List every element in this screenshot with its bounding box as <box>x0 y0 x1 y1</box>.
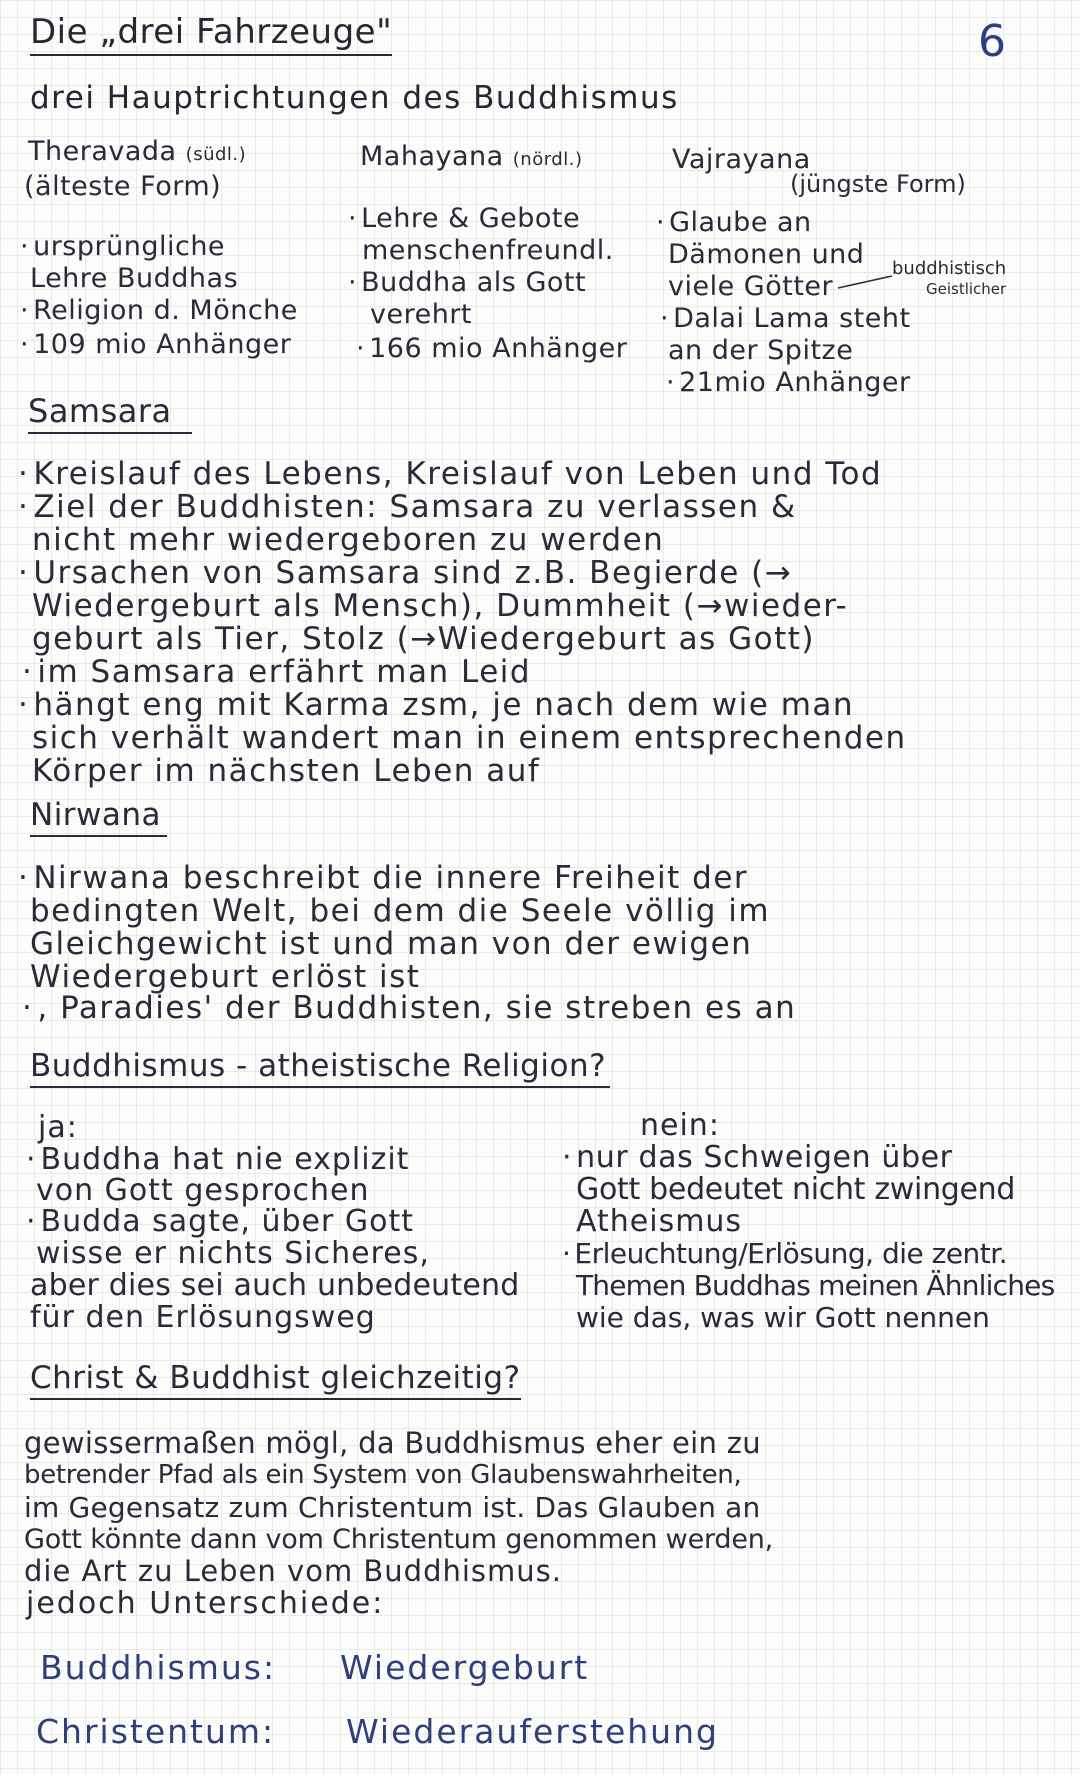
page-subtitle: drei Hauptrichtungen des Buddhismus <box>30 80 679 116</box>
section-heading-samsara: Samsara <box>28 392 192 434</box>
mahayana-title: Mahayana <box>360 141 504 172</box>
annotation-arrow-line <box>836 272 896 292</box>
atheism-yes-line: · Budda sagte, über Gott <box>26 1206 414 1237</box>
samsara-line: · Ziel der Buddhisten: Samsara zu verlassen & <box>18 491 797 523</box>
samsara-line: · Kreislauf des Lebens, Kreislauf von Leben und Tod <box>18 458 882 490</box>
atheism-no-line: · nur das Schweigen über <box>562 1142 953 1173</box>
page-number: 6 <box>978 16 1006 67</box>
samsara-line: geburt als Tier, Stolz (→Wiedergeburt as Gott) <box>32 621 815 657</box>
nirwana-line: Gleichgewicht ist und man von der ewigen <box>30 926 753 962</box>
atheism-yes-line: · Buddha hat nie explizit <box>26 1144 409 1175</box>
vajrayana-item: viele Götter <box>668 271 834 302</box>
compare-value: Wiedergeburt <box>340 1648 590 1687</box>
page-title: Die „drei Fahrzeuge" <box>30 12 392 56</box>
vajrayana-item: Dämonen und <box>668 239 865 270</box>
mahayana-item: · Buddha als Gott <box>348 268 586 297</box>
compare-label: Christentum: <box>36 1712 276 1751</box>
christ-line: Gott könnte dann vom Christentum genommen werden, <box>24 1524 774 1555</box>
vajrayana-item: · Dalai Lama steht <box>660 304 911 333</box>
atheism-yes-line: wisse er nichts Sicheres, <box>36 1236 430 1271</box>
atheism-no-line: Atheismus <box>576 1204 743 1239</box>
mahayana-name <box>360 142 582 174</box>
theravada-item: · ursprüngliche <box>20 232 225 261</box>
nirwana-line: Wiedergeburt erlöst ist <box>30 959 421 995</box>
section-heading-christ-buddhist: Christ & Buddhist gleichzeitig? <box>30 1360 521 1400</box>
vajrayana-name: Vajrayana <box>672 144 811 175</box>
theravada-name <box>28 137 246 169</box>
vajrayana-item: an der Spitze <box>668 335 854 366</box>
mahayana-note: (nördl.) <box>512 149 583 170</box>
theravada-note2: (älteste Form) <box>24 171 222 202</box>
samsara-line: · Ursachen von Samsara sind z.B. Begierde (→ <box>18 557 792 589</box>
samsara-line: nicht mehr wiedergeboren zu werden <box>32 522 665 558</box>
atheism-yes-line: von Gott gesprochen <box>36 1173 370 1208</box>
samsara-line: Körper im nächsten Leben auf <box>32 753 541 789</box>
christ-line: betrender Pfad als ein System von Glaubenswahrheiten, <box>24 1460 742 1490</box>
atheism-no-line: · Erleuchtung/Erlösung, die zentr. <box>562 1238 1007 1269</box>
theravada-title: Theravada <box>28 136 177 167</box>
nirwana-line: · , Paradies' der Buddhisten, sie streben es an <box>22 992 796 1024</box>
samsara-line: · im Samsara erfährt man Leid <box>22 656 531 688</box>
atheism-no-line: Themen Buddhas meinen Ähnliches <box>576 1269 1055 1302</box>
samsara-line: · hängt eng mit Karma zsm, je nach dem wie man <box>18 689 854 721</box>
samsara-line: sich verhält wandert man in einem entsprechenden <box>32 720 907 756</box>
vajrayana-item: · Glaube an <box>656 208 812 237</box>
theravada-item: Lehre Buddhas <box>30 263 239 294</box>
atheism-no-label: nein: <box>640 1108 720 1143</box>
nirwana-line: · Nirwana beschreibt die innere Freiheit der <box>18 862 748 894</box>
theravada-item: · Religion d. Mönche <box>20 296 298 325</box>
mahayana-item: verehrt <box>370 299 473 330</box>
atheism-no-line: wie das, was wir Gott nennen <box>576 1301 990 1334</box>
mahayana-item: · 166 mio Anhänger <box>356 334 627 363</box>
vajrayana-side-note: buddhistisch <box>892 258 1007 279</box>
christ-line: jedoch Unterschiede: <box>26 1586 385 1621</box>
compare-label: Buddhismus: <box>40 1648 277 1687</box>
compare-value: Wiederauferstehung <box>346 1712 719 1751</box>
vajrayana-side-note: Geistlicher <box>926 280 1007 298</box>
vajrayana-item: · 21mio Anhänger <box>666 368 911 397</box>
mahayana-item: menschenfreundl. <box>362 235 614 266</box>
christ-line: gewissermaßen mögl, da Buddhismus eher ein zu <box>24 1426 761 1460</box>
nirwana-line: bedingten Welt, bei dem die Seele völlig im <box>30 893 771 929</box>
atheism-no-line: Gott bedeutet nicht zwingend <box>576 1172 1016 1207</box>
christ-line: im Gegensatz zum Christentum ist. Das Glauben an <box>24 1491 761 1524</box>
atheism-yes-label: ja: <box>38 1110 78 1145</box>
section-heading-nirwana: Nirwana <box>30 797 167 837</box>
atheism-yes-line: aber dies sei auch unbedeutend <box>30 1268 520 1303</box>
section-heading-atheism: Buddhismus - atheistische Religion? <box>30 1048 610 1088</box>
theravada-note: (südl.) <box>185 144 247 165</box>
theravada-item: · 109 mio Anhänger <box>20 330 291 359</box>
atheism-yes-line: für den Erlösungsweg <box>30 1300 376 1335</box>
samsara-line: Wiedergeburt als Mensch), Dummheit (→wieder- <box>32 588 849 624</box>
mahayana-item: · Lehre & Gebote <box>348 204 580 233</box>
christ-line: die Art zu Leben vom Buddhismus. <box>24 1554 562 1588</box>
vajrayana-note: (jüngste Form) <box>790 170 966 198</box>
